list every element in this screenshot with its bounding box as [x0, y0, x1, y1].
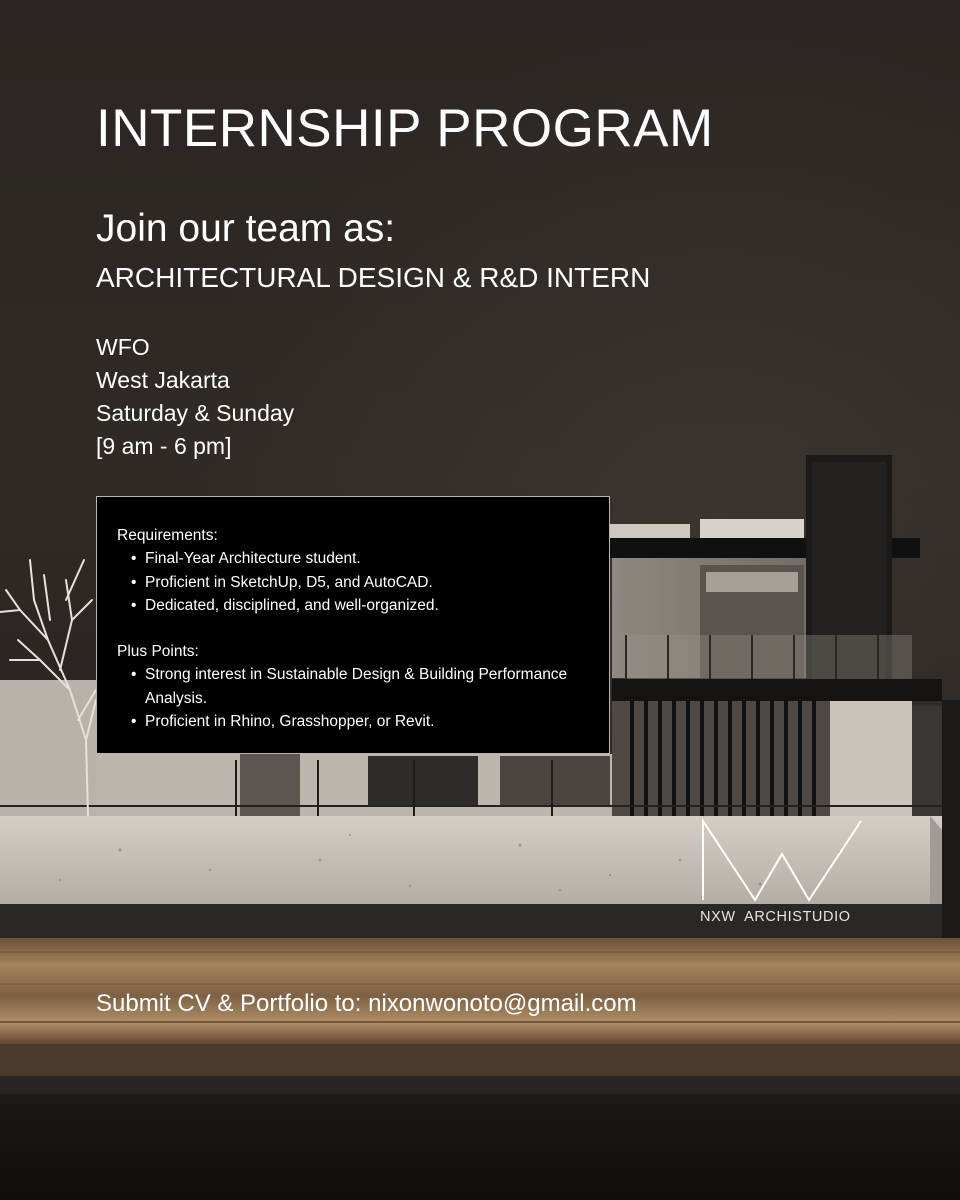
page-title: INTERNSHIP PROGRAM — [96, 99, 714, 158]
location: West Jakarta — [96, 367, 230, 393]
requirements-heading: Requirements: — [117, 527, 218, 544]
list-item: • Proficient in Rhino, Grasshopper, or Revit. — [145, 710, 589, 733]
list-item: • Proficient in SketchUp, D5, and AutoCAD. — [145, 571, 589, 594]
join-heading: Join our team as: — [96, 207, 396, 250]
submit-instruction: Submit CV & Portfolio to: nixonwonoto@gmail.com — [96, 990, 637, 1017]
plus-points-list — [117, 663, 589, 733]
work-days: Saturday & Sunday — [96, 400, 295, 426]
nxw-logo-mark — [700, 818, 864, 902]
list-item: • Strong interest in Sustainable Design & Building Performance Analysis. — [145, 663, 589, 710]
work-hours: [9 am - 6 pm] — [96, 433, 232, 459]
job-details — [96, 331, 294, 463]
requirements-box — [96, 496, 610, 754]
work-mode: WFO — [96, 334, 150, 360]
requirements-list — [117, 547, 589, 617]
divider — [117, 617, 589, 640]
role-title: ARCHITECTURAL DESIGN & R&D INTERN — [96, 262, 651, 293]
list-item: • Dedicated, disciplined, and well-organized. — [145, 594, 589, 617]
logo-text: NXW ARCHISTUDIO — [700, 909, 851, 925]
plus-points-heading: Plus Points: — [117, 643, 199, 661]
list-item: • Final-Year Architecture student. — [145, 547, 589, 570]
